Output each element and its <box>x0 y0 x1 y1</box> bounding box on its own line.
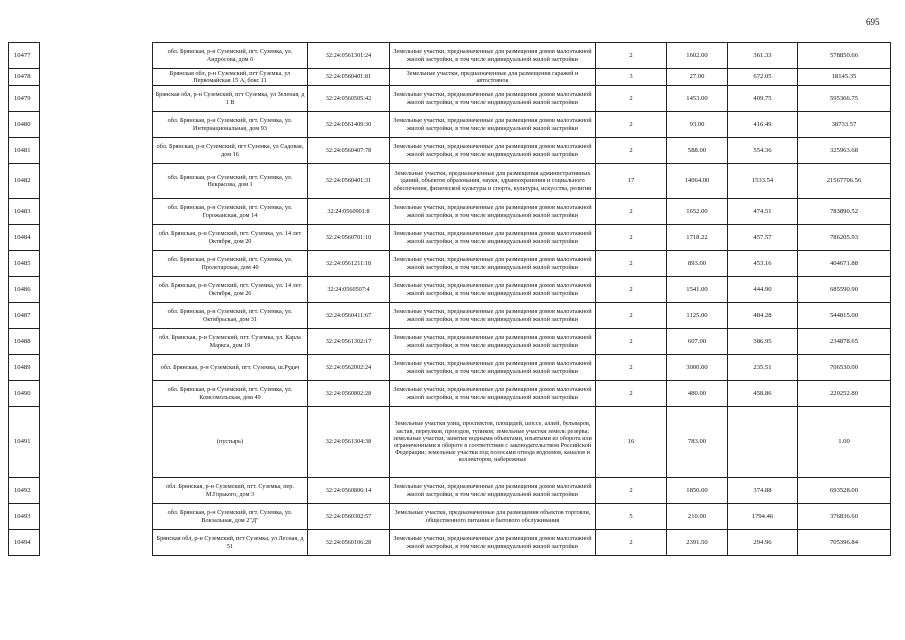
cadastral-value-cell: 786205.93 <box>798 225 891 251</box>
specific-value-cell: 1794.46 <box>728 504 798 530</box>
cadastral-value-cell: 685590.90 <box>798 277 891 303</box>
use-group-cell: 17 <box>596 164 667 199</box>
use-group-cell: 16 <box>596 407 667 478</box>
cadastral-value-cell: 38733.57 <box>798 112 891 138</box>
address-cell: Брянская обл, р-н Суземский, пгт Суземка, ул Лесная, д 51 <box>153 530 308 556</box>
area-cell: 588.00 <box>667 138 728 164</box>
cadastral-number-cell: 32:24:0560806:14 <box>308 478 390 504</box>
row-id-cell: 10490 <box>9 381 40 407</box>
address-cell: обл. Брянская, р-н Суземский, пгт. Суземка, ул. Некрасова, дом 1 <box>153 164 308 199</box>
cadastral-value-cell: 21567706.56 <box>798 164 891 199</box>
cadastral-value-table <box>8 42 891 556</box>
specific-value-cell: 386.95 <box>728 329 798 355</box>
cadastral-number-cell: 32:24:0561302:17 <box>308 329 390 355</box>
row-id-cell: 10481 <box>9 138 40 164</box>
cadastral-value-cell: 544815.00 <box>798 303 891 329</box>
specific-value-cell <box>728 407 798 478</box>
address-cell: обл. Брянская, р-н Суземский, пгт. Суземка, ул. Октябрьская, дом 31 <box>153 303 308 329</box>
row-id-cell: 10479 <box>9 86 40 112</box>
land-use-purpose-cell: Земельные участки, предназначенные для размещения домов малоэтажной жилой застройки, в том числе индивидуальной жилой застройки <box>390 277 596 303</box>
table-row <box>9 530 891 556</box>
use-group-cell: 2 <box>596 355 667 381</box>
address-cell: обл. Брянская, р-н Суземский, пгт. Суземка, ул. Карла Маркса, дом 19 <box>153 329 308 355</box>
address-cell: (пустырь) <box>153 407 308 478</box>
table-row <box>9 138 891 164</box>
land-use-purpose-cell: Земельные участки, предназначенные для размещения административных зданий, объектов образования, науки, здравоохранения и социального обеспечения, физической культуры и спорта, культуры, искусства, религии <box>390 164 596 199</box>
cadastral-number-cell: 32:24:0560302:57 <box>308 504 390 530</box>
table-row <box>9 329 891 355</box>
cadastral-value-cell: 234878.65 <box>798 329 891 355</box>
table-row <box>9 199 891 225</box>
cadastral-value-cell: 595366.75 <box>798 86 891 112</box>
use-group-cell: 5 <box>596 504 667 530</box>
area-cell: 480.00 <box>667 381 728 407</box>
address-cell: обл. Брянская, р-н Суземский, пгт. Суземка, ул. Интернациональная, дом 93 <box>153 112 308 138</box>
land-use-purpose-cell: Земельные участки, предназначенные для размещения домов малоэтажной жилой застройки, в том числе индивидуальной жилой застройки <box>390 251 596 277</box>
cadastral-value-cell: 376836.60 <box>798 504 891 530</box>
use-group-cell: 2 <box>596 530 667 556</box>
specific-value-cell: 457.57 <box>728 225 798 251</box>
address-cell: обл. Брянская, р-н Суземский, пгт. Суземка, ш.Рудач <box>153 355 308 381</box>
area-cell: 2391.50 <box>667 530 728 556</box>
cadastral-value-cell: 705396.84 <box>798 530 891 556</box>
cadastral-value-cell: 18145.35 <box>798 69 891 86</box>
area-cell: 210.00 <box>667 504 728 530</box>
cadastral-number-cell: 32:24:0560106:28 <box>308 530 390 556</box>
row-id-cell: 10478 <box>9 69 40 86</box>
cadastral-value-cell: 404671.88 <box>798 251 891 277</box>
cadastral-value-cell: 325963.68 <box>798 138 891 164</box>
specific-value-cell: 672.05 <box>728 69 798 86</box>
table-row <box>9 225 891 251</box>
land-use-purpose-cell: Земельные участки, предназначенные для размещения домов малоэтажной жилой застройки, в том числе индивидуальной жилой застройки <box>390 138 596 164</box>
use-group-cell: 2 <box>596 303 667 329</box>
spacer-cell <box>40 504 153 530</box>
row-id-cell: 10493 <box>9 504 40 530</box>
spacer-cell <box>40 277 153 303</box>
cadastral-value-cell: 578850.66 <box>798 43 891 69</box>
cadastral-number-cell: 32:24:0561409:30 <box>308 112 390 138</box>
specific-value-cell: 484.28 <box>728 303 798 329</box>
spacer-cell <box>40 225 153 251</box>
land-use-purpose-cell: Земельные участки, предназначенные для размещения домов малоэтажной жилой застройки, в том числе индивидуальной жилой застройки <box>390 355 596 381</box>
address-cell: Брянская обл, р-н Суземский, пгт Суземка, ул Первомайская 15 А, бокс 11 <box>153 69 308 86</box>
land-use-purpose-cell: Земельные участки, предназначенные для размещения домов малоэтажной жилой застройки, в том числе индивидуальной жилой застройки <box>390 329 596 355</box>
spacer-cell <box>40 303 153 329</box>
table-row <box>9 86 891 112</box>
address-cell: обл. Брянская, р-н Суземский, пгт. Суземка, ул. Комсомольская, дом 49 <box>153 381 308 407</box>
row-id-cell: 10480 <box>9 112 40 138</box>
row-id-cell: 10486 <box>9 277 40 303</box>
use-group-cell: 2 <box>596 277 667 303</box>
cadastral-number-cell: 32:24:0562002:24 <box>308 355 390 381</box>
cadastral-number-cell: 32:24:0560505:42 <box>308 86 390 112</box>
table-row <box>9 69 891 86</box>
specific-value-cell: 416.49 <box>728 112 798 138</box>
table-row <box>9 504 891 530</box>
spacer-cell <box>40 407 153 478</box>
land-use-purpose-cell: Земельные участки улиц, проспектов, площадей, шоссе, аллей, бульваров, застав, переулков, проездов, тупиков; земельные участки земель резерва; земельные участки, занятые водными объектами, изъятыми из оборота или ограниченными в обороте в соответствии с законодательством Российской Федерации; земельные участки под полосами отвода водоемов, каналов и коллекторов, набережные <box>390 407 596 478</box>
address-cell: обл. Брянская, р-н Суземский, пгт Суземка, ул Садовая, дом 16 <box>153 138 308 164</box>
use-group-cell: 2 <box>596 329 667 355</box>
specific-value-cell: 453.16 <box>728 251 798 277</box>
cadastral-value-cell: 1.00 <box>798 407 891 478</box>
table-row <box>9 478 891 504</box>
row-id-cell: 10477 <box>9 43 40 69</box>
table-row <box>9 355 891 381</box>
row-id-cell: 10492 <box>9 478 40 504</box>
spacer-cell <box>40 251 153 277</box>
use-group-cell: 2 <box>596 112 667 138</box>
specific-value-cell: 554.36 <box>728 138 798 164</box>
cadastral-number-cell: 32:24:0560401:81 <box>308 69 390 86</box>
row-id-cell: 10494 <box>9 530 40 556</box>
row-id-cell: 10491 <box>9 407 40 478</box>
specific-value-cell: 235.51 <box>728 355 798 381</box>
land-use-purpose-cell: Земельные участки, предназначенные для размещения домов малоэтажной жилой застройки, в том числе индивидуальной жилой застройки <box>390 303 596 329</box>
area-cell: 1125.00 <box>667 303 728 329</box>
use-group-cell: 2 <box>596 225 667 251</box>
cadastral-number-cell: 32:24:0560507:4 <box>308 277 390 303</box>
land-use-purpose-cell: Земельные участки, предназначенные для размещения объектов торговли, общественного питания и бытового обслуживания <box>390 504 596 530</box>
address-cell: обл. Брянская, р-н Суземский, пгт. Суземка, ул. Андросова, дом 6 <box>153 43 308 69</box>
area-cell: 1453.00 <box>667 86 728 112</box>
land-use-purpose-cell: Земельные участки, предназначенные для размещения домов малоэтажной жилой застройки, в том числе индивидуальной жилой застройки <box>390 199 596 225</box>
spacer-cell <box>40 112 153 138</box>
cadastral-number-cell: 32:24:0560802:28 <box>308 381 390 407</box>
spacer-cell <box>40 199 153 225</box>
row-id-cell: 10488 <box>9 329 40 355</box>
spacer-cell <box>40 355 153 381</box>
land-use-purpose-cell: Земельные участки, предназначенные для размещения домов малоэтажной жилой застройки, в том числе индивидуальной жилой застройки <box>390 112 596 138</box>
area-cell: 607.00 <box>667 329 728 355</box>
spacer-cell <box>40 478 153 504</box>
spacer-cell <box>40 86 153 112</box>
use-group-cell: 2 <box>596 199 667 225</box>
use-group-cell: 2 <box>596 138 667 164</box>
table-row <box>9 407 891 478</box>
use-group-cell: 3 <box>596 69 667 86</box>
land-use-purpose-cell: Земельные участки, предназначенные для размещения домов малоэтажной жилой застройки, в том числе индивидуальной жилой застройки <box>390 225 596 251</box>
cadastral-value-cell: 693528.00 <box>798 478 891 504</box>
area-cell: 14064.00 <box>667 164 728 199</box>
use-group-cell: 2 <box>596 43 667 69</box>
specific-value-cell: 474.51 <box>728 199 798 225</box>
spacer-cell <box>40 329 153 355</box>
cadastral-value-cell: 783890.52 <box>798 199 891 225</box>
table-row <box>9 381 891 407</box>
page-number: 695 <box>866 17 880 27</box>
cadastral-number-cell: 32:24:0560407:78 <box>308 138 390 164</box>
cadastral-value-cell: 706530.00 <box>798 355 891 381</box>
spacer-cell <box>40 530 153 556</box>
spacer-cell <box>40 43 153 69</box>
land-use-purpose-cell: Земельные участки, предназначенные для размещения домов малоэтажной жилой застройки, в том числе индивидуальной жилой застройки <box>390 478 596 504</box>
area-cell: 893.00 <box>667 251 728 277</box>
use-group-cell: 2 <box>596 251 667 277</box>
cadastral-number-cell: 32:24:0560411:67 <box>308 303 390 329</box>
cadastral-number-cell: 32:24:0560901:8 <box>308 199 390 225</box>
address-cell: обл. Брянская, р-н Суземский, пгт. Суземка, ул. 14 лет Октября, дом 20 <box>153 225 308 251</box>
use-group-cell: 2 <box>596 381 667 407</box>
address-cell: обл. Брянская, р-н Суземский, пгт. Суземка, ул. 14 лет Октября, дом 26 <box>153 277 308 303</box>
land-use-purpose-cell: Земельные участки, предназначенные для размещения гаражей и автостоянок <box>390 69 596 86</box>
specific-value-cell: 374.88 <box>728 478 798 504</box>
spacer-cell <box>40 381 153 407</box>
row-id-cell: 10485 <box>9 251 40 277</box>
spacer-cell <box>40 138 153 164</box>
row-id-cell: 10482 <box>9 164 40 199</box>
specific-value-cell: 1533.54 <box>728 164 798 199</box>
table-row <box>9 251 891 277</box>
cadastral-number-cell: 32:24:0561211:18 <box>308 251 390 277</box>
cadastral-number-cell: 32:24:0560701:10 <box>308 225 390 251</box>
row-id-cell: 10483 <box>9 199 40 225</box>
row-id-cell: 10484 <box>9 225 40 251</box>
specific-value-cell: 409.75 <box>728 86 798 112</box>
area-cell: 1652.00 <box>667 199 728 225</box>
table-row <box>9 164 891 199</box>
table-row <box>9 43 891 69</box>
specific-value-cell: 294.96 <box>728 530 798 556</box>
area-cell: 783.00 <box>667 407 728 478</box>
area-cell: 1602.00 <box>667 43 728 69</box>
use-group-cell: 2 <box>596 478 667 504</box>
table-body <box>9 43 891 556</box>
land-use-purpose-cell: Земельные участки, предназначенные для размещения домов малоэтажной жилой застройки, в том числе индивидуальной жилой застройки <box>390 43 596 69</box>
row-id-cell: 10489 <box>9 355 40 381</box>
spacer-cell <box>40 164 153 199</box>
address-cell: Брянская обл, р-н Суземский, пгт Суземка, ул Зеленая, д 1 В <box>153 86 308 112</box>
table-row <box>9 112 891 138</box>
address-cell: обл. Брянская, р-н Суземский, пгт. Суземка, пер. М.Горького, дом 3 <box>153 478 308 504</box>
cadastral-number-cell: 32:24:0560401:31 <box>308 164 390 199</box>
specific-value-cell: 458.86 <box>728 381 798 407</box>
address-cell: обл. Брянская, р-н Суземский, пгт. Суземка, ул. Горожанская, дом 14 <box>153 199 308 225</box>
area-cell: 27.00 <box>667 69 728 86</box>
spacer-cell <box>40 69 153 86</box>
area-cell: 93.00 <box>667 112 728 138</box>
specific-value-cell: 361.33 <box>728 43 798 69</box>
address-cell: обл. Брянская, р-н Суземский, пгт. Суземка, ул. Вокзальная, дом 2"Д" <box>153 504 308 530</box>
use-group-cell: 2 <box>596 86 667 112</box>
table-row <box>9 277 891 303</box>
specific-value-cell: 444.90 <box>728 277 798 303</box>
land-use-purpose-cell: Земельные участки, предназначенные для размещения домов малоэтажной жилой застройки, в том числе индивидуальной жилой застройки <box>390 530 596 556</box>
cadastral-number-cell: 32:24:0561301:24 <box>308 43 390 69</box>
table-row <box>9 303 891 329</box>
row-id-cell: 10487 <box>9 303 40 329</box>
area-cell: 1541.00 <box>667 277 728 303</box>
area-cell: 1718.22 <box>667 225 728 251</box>
cadastral-number-cell: 32:24:0561304:38 <box>308 407 390 478</box>
area-cell: 3000.00 <box>667 355 728 381</box>
address-cell: обл. Брянская, р-н Суземский, пгт. Суземка, ул. Пролетарская, дом 40 <box>153 251 308 277</box>
cadastral-value-cell: 220252.80 <box>798 381 891 407</box>
land-use-purpose-cell: Земельные участки, предназначенные для размещения домов малоэтажной жилой застройки, в том числе индивидуальной жилой застройки <box>390 381 596 407</box>
area-cell: 1850.00 <box>667 478 728 504</box>
land-use-purpose-cell: Земельные участки, предназначенные для размещения домов малоэтажной жилой застройки, в том числе индивидуальной жилой застройки <box>390 86 596 112</box>
